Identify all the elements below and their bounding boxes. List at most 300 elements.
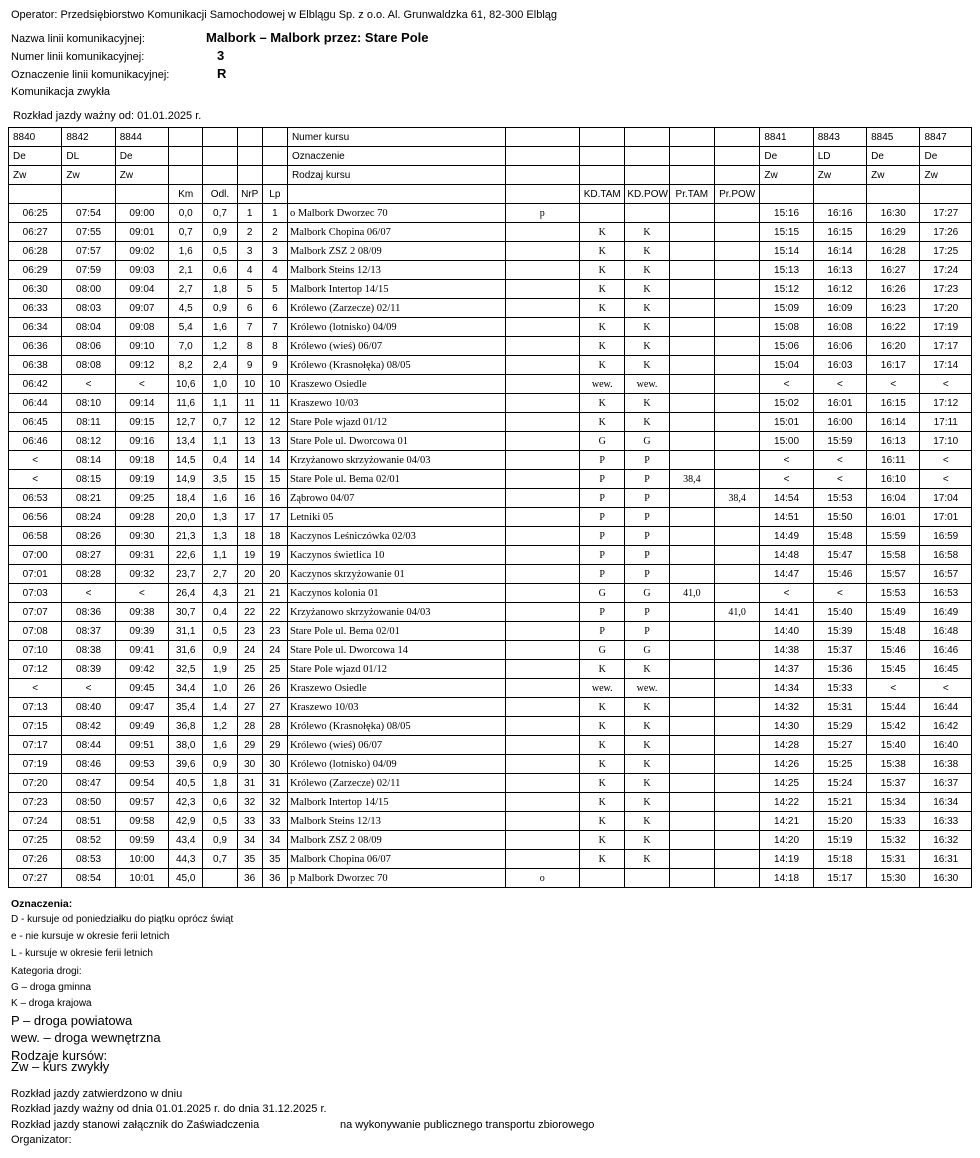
road-category-cell: P <box>580 546 625 565</box>
stop-number-cell: 23 <box>237 622 262 641</box>
course-header-cell: Zw <box>62 166 115 185</box>
course-header-cell: 8842 <box>62 128 115 147</box>
empty-cell <box>580 128 625 147</box>
km-cell: 8,2 <box>169 356 203 375</box>
legend-d: D - kursuje od poniedziałku do piątku oprócz świąt <box>11 914 234 925</box>
time-cell: 15:08 <box>760 318 813 337</box>
route-length-cell <box>669 717 714 736</box>
time-cell: 16:17 <box>867 356 920 375</box>
stop-name-cell: Ząbrowo 04/07 <box>287 489 505 508</box>
km-cell: 2,1 <box>169 261 203 280</box>
route-length-cell <box>669 204 714 223</box>
stop-number-cell: 12 <box>262 413 287 432</box>
distance-cell: 1,8 <box>203 774 237 793</box>
time-cell: 07:57 <box>62 242 115 261</box>
time-cell: 17:01 <box>920 508 972 527</box>
time-cell: 09:07 <box>115 299 168 318</box>
time-cell: 09:30 <box>115 527 168 546</box>
empty-cell <box>920 185 972 204</box>
time-cell: 09:03 <box>115 261 168 280</box>
empty-cell <box>867 185 920 204</box>
time-cell: 15:14 <box>760 242 813 261</box>
line-name: Malbork – Malbork przez: Stare Pole <box>206 30 429 45</box>
time-cell: 07:19 <box>9 755 62 774</box>
stop-row <box>9 850 972 869</box>
km-cell: 44,3 <box>169 850 203 869</box>
time-cell: 14:54 <box>760 489 813 508</box>
time-cell: 14:21 <box>760 812 813 831</box>
route-length-cell <box>715 679 760 698</box>
time-cell: 06:29 <box>9 261 62 280</box>
stop-row <box>9 470 972 489</box>
time-cell: 16:48 <box>920 622 972 641</box>
course-header-cell: De <box>760 147 813 166</box>
km-cell: 38,0 <box>169 736 203 755</box>
route-length-cell <box>669 546 714 565</box>
stop-name-cell: Królewo (wieś) 06/07 <box>287 736 505 755</box>
stop-name-cell: Malbork ZSZ 2 08/09 <box>287 831 505 850</box>
time-cell: 08:08 <box>62 356 115 375</box>
stop-row <box>9 584 972 603</box>
stop-number-cell: 2 <box>237 223 262 242</box>
route-length-cell <box>715 261 760 280</box>
distance-cell: 0,5 <box>203 812 237 831</box>
stop-name-cell: o Malbork Dworzec 70 <box>287 204 505 223</box>
time-cell: 15:40 <box>813 603 866 622</box>
time-cell: 06:38 <box>9 356 62 375</box>
stop-number-cell: 36 <box>237 869 262 888</box>
route-length-cell <box>715 508 760 527</box>
time-cell: 15:33 <box>867 812 920 831</box>
road-category-cell: P <box>625 565 669 584</box>
km-cell: 34,4 <box>169 679 203 698</box>
route-length-cell <box>669 736 714 755</box>
route-length-cell <box>715 755 760 774</box>
time-cell: 15:06 <box>760 337 813 356</box>
time-cell: 15:24 <box>813 774 866 793</box>
organizer: Organizator: <box>11 1134 72 1146</box>
route-length-cell <box>669 869 714 888</box>
time-cell: 16:37 <box>920 774 972 793</box>
time-cell: 16:38 <box>920 755 972 774</box>
time-cell: 09:53 <box>115 755 168 774</box>
distance-cell: 0,7 <box>203 413 237 432</box>
time-cell: 14:40 <box>760 622 813 641</box>
line-mark: R <box>217 66 227 81</box>
route-length-cell <box>715 831 760 850</box>
stop-row <box>9 717 972 736</box>
road-category-cell: P <box>625 527 669 546</box>
route-length-cell <box>669 223 714 242</box>
route-length-cell <box>669 299 714 318</box>
time-cell: 09:14 <box>115 394 168 413</box>
time-cell: 14:20 <box>760 831 813 850</box>
stop-name-cell: Królewo (Krasnołęka) 08/05 <box>287 356 505 375</box>
course-header-cell: LD <box>813 147 866 166</box>
stop-number-cell: 28 <box>237 717 262 736</box>
stop-number-cell: 11 <box>237 394 262 413</box>
time-cell: < <box>920 679 972 698</box>
time-cell: 16:23 <box>867 299 920 318</box>
time-cell: 06:42 <box>9 375 62 394</box>
time-cell: < <box>920 375 972 394</box>
stop-marker-cell <box>505 755 580 774</box>
time-cell: 09:59 <box>115 831 168 850</box>
stop-number-cell: 31 <box>237 774 262 793</box>
km-cell: 13,4 <box>169 432 203 451</box>
time-cell: 08:04 <box>62 318 115 337</box>
communication-type: Komunikacja zwykła <box>11 86 111 98</box>
stop-name-cell: Królewo (Krasnołęka) 08/05 <box>287 717 505 736</box>
time-cell: 10:01 <box>115 869 168 888</box>
stop-marker-cell <box>505 242 580 261</box>
time-cell: 15:31 <box>813 698 866 717</box>
stop-number-cell: 30 <box>262 755 287 774</box>
empty-cell <box>813 185 866 204</box>
time-cell: 17:14 <box>920 356 972 375</box>
stop-number-cell: 23 <box>262 622 287 641</box>
stop-marker-cell <box>505 318 580 337</box>
road-category-cell: K <box>625 394 669 413</box>
line-mark-label: Oznaczenie linii komunikacyjnej: <box>11 69 170 81</box>
stop-name-cell: Królewo (lotnisko) 04/09 <box>287 755 505 774</box>
road-category-cell: wew. <box>580 679 625 698</box>
road-category-cell <box>625 204 669 223</box>
stop-number-cell: 24 <box>262 641 287 660</box>
stop-marker-cell <box>505 584 580 603</box>
stop-row <box>9 261 972 280</box>
distance-cell: 1,9 <box>203 660 237 679</box>
stop-row <box>9 736 972 755</box>
time-cell: 06:28 <box>9 242 62 261</box>
route-length-cell <box>669 793 714 812</box>
course-header-cell: 8847 <box>920 128 972 147</box>
route-length-cell <box>715 432 760 451</box>
time-cell: 16:27 <box>867 261 920 280</box>
distance-cell: 1,2 <box>203 717 237 736</box>
time-cell: 09:39 <box>115 622 168 641</box>
course-header-cell: DL <box>62 147 115 166</box>
empty-cell <box>760 185 813 204</box>
stop-marker-cell <box>505 546 580 565</box>
road-category-cell: K <box>625 774 669 793</box>
route-length-cell <box>715 850 760 869</box>
km-cell: 5,4 <box>169 318 203 337</box>
stop-marker-cell: p <box>505 204 580 223</box>
road-category-title: Kategoria drogi: <box>11 966 82 977</box>
course-header-cell: Zw <box>867 166 920 185</box>
time-cell: 08:26 <box>62 527 115 546</box>
time-cell: 07:59 <box>62 261 115 280</box>
stop-number-cell: 7 <box>262 318 287 337</box>
stop-number-cell: 15 <box>237 470 262 489</box>
stop-marker-cell <box>505 679 580 698</box>
route-length-cell <box>669 451 714 470</box>
time-cell: 06:27 <box>9 223 62 242</box>
empty-cell <box>237 166 262 185</box>
stop-number-cell: 16 <box>237 489 262 508</box>
time-cell: 08:52 <box>62 831 115 850</box>
stop-name-cell: Stare Pole ul. Dworcowa 14 <box>287 641 505 660</box>
road-category-cell: K <box>625 337 669 356</box>
time-cell: 07:25 <box>9 831 62 850</box>
distance-cell: 1,1 <box>203 546 237 565</box>
stop-name-cell: Stare Pole wjazd 01/12 <box>287 413 505 432</box>
time-cell: 15:57 <box>867 565 920 584</box>
empty-cell <box>715 147 760 166</box>
stop-name-cell: Kaczynos skrzyżowanie 01 <box>287 565 505 584</box>
stop-number-cell: 28 <box>262 717 287 736</box>
row-label: Numer kursu <box>287 128 505 147</box>
empty-cell <box>262 128 287 147</box>
stop-number-cell: 27 <box>237 698 262 717</box>
time-cell: 16:14 <box>813 242 866 261</box>
time-cell: 15:04 <box>760 356 813 375</box>
road-category-cell: K <box>625 413 669 432</box>
distance-cell: 0,9 <box>203 755 237 774</box>
stop-name-cell: Malbork Steins 12/13 <box>287 261 505 280</box>
time-cell: 15:40 <box>867 736 920 755</box>
time-cell: 07:55 <box>62 223 115 242</box>
course-header-cell: Zw <box>760 166 813 185</box>
stop-row <box>9 622 972 641</box>
stop-row <box>9 432 972 451</box>
road-category-cell: K <box>580 698 625 717</box>
time-cell: 09:10 <box>115 337 168 356</box>
route-length-cell <box>669 622 714 641</box>
road-category-cell: K <box>625 812 669 831</box>
route-length-cell <box>715 394 760 413</box>
stop-marker-cell <box>505 223 580 242</box>
route-length-cell <box>715 736 760 755</box>
time-cell: 08:40 <box>62 698 115 717</box>
stop-number-cell: 1 <box>262 204 287 223</box>
stop-number-cell: 20 <box>262 565 287 584</box>
distance-cell: 1,2 <box>203 337 237 356</box>
route-length-cell <box>669 394 714 413</box>
route-length-cell <box>669 774 714 793</box>
stop-row <box>9 679 972 698</box>
stop-row <box>9 869 972 888</box>
route-length-cell <box>715 584 760 603</box>
stop-number-cell: 29 <box>262 736 287 755</box>
time-cell: 08:06 <box>62 337 115 356</box>
time-cell: < <box>920 470 972 489</box>
route-length-cell <box>669 280 714 299</box>
distance-cell: 1,6 <box>203 736 237 755</box>
time-cell: 08:51 <box>62 812 115 831</box>
road-category-cell: P <box>580 565 625 584</box>
empty-cell <box>625 128 669 147</box>
time-cell: 17:27 <box>920 204 972 223</box>
stop-number-cell: 16 <box>262 489 287 508</box>
road-category-cell <box>580 869 625 888</box>
route-length-cell <box>669 565 714 584</box>
time-cell: 15:53 <box>867 584 920 603</box>
time-cell: 17:26 <box>920 223 972 242</box>
empty-cell <box>625 147 669 166</box>
empty-cell <box>669 128 714 147</box>
route-length-cell: 38,4 <box>715 489 760 508</box>
stop-number-cell: 3 <box>262 242 287 261</box>
km-cell: 1,6 <box>169 242 203 261</box>
road-category-cell: K <box>625 793 669 812</box>
time-cell: 09:32 <box>115 565 168 584</box>
distance-cell: 0,9 <box>203 831 237 850</box>
empty-cell <box>505 185 580 204</box>
column-header-row <box>9 185 972 204</box>
time-cell: 09:19 <box>115 470 168 489</box>
time-cell: 14:38 <box>760 641 813 660</box>
stop-name-cell: Malbork Intertop 14/15 <box>287 793 505 812</box>
time-cell: 08:21 <box>62 489 115 508</box>
km-cell: 11,6 <box>169 394 203 413</box>
time-cell: < <box>62 584 115 603</box>
empty-cell <box>669 166 714 185</box>
stop-row <box>9 280 972 299</box>
course-header-cell: Zw <box>920 166 972 185</box>
time-cell: 16:57 <box>920 565 972 584</box>
road-wew: wew. – droga wewnętrzna <box>11 1030 161 1045</box>
time-cell: 14:26 <box>760 755 813 774</box>
time-cell: 15:20 <box>813 812 866 831</box>
time-cell: 15:49 <box>867 603 920 622</box>
road-category-cell: P <box>625 603 669 622</box>
attachment-suffix: na wykonywanie publicznego transportu zbiorowego <box>340 1119 595 1131</box>
time-cell: 16:42 <box>920 717 972 736</box>
time-cell: < <box>9 679 62 698</box>
time-cell: < <box>813 451 866 470</box>
time-cell: 15:59 <box>867 527 920 546</box>
road-category-cell: K <box>625 223 669 242</box>
stop-name-cell: p Malbork Dworzec 70 <box>287 869 505 888</box>
road-category-cell: K <box>625 736 669 755</box>
time-cell: 08:27 <box>62 546 115 565</box>
route-length-cell <box>715 793 760 812</box>
time-cell: 16:58 <box>920 546 972 565</box>
time-cell: 06:56 <box>9 508 62 527</box>
road-category-cell: K <box>580 660 625 679</box>
stop-marker-cell <box>505 641 580 660</box>
route-length-cell <box>715 717 760 736</box>
road-category-cell: K <box>580 717 625 736</box>
stop-number-cell: 18 <box>262 527 287 546</box>
route-length-cell <box>669 356 714 375</box>
time-cell: 06:46 <box>9 432 62 451</box>
distance-cell: 0,9 <box>203 641 237 660</box>
time-cell: 08:54 <box>62 869 115 888</box>
timetable <box>8 127 972 888</box>
time-cell: 08:28 <box>62 565 115 584</box>
stop-marker-cell <box>505 565 580 584</box>
time-cell: 17:04 <box>920 489 972 508</box>
time-cell: 17:11 <box>920 413 972 432</box>
col-header-kdpow: KD.POW <box>625 185 669 204</box>
stop-name-cell: Malbork Steins 12/13 <box>287 812 505 831</box>
time-cell: 07:17 <box>9 736 62 755</box>
route-length-cell <box>715 451 760 470</box>
time-cell: 09:12 <box>115 356 168 375</box>
stop-row <box>9 223 972 242</box>
stop-marker-cell <box>505 375 580 394</box>
time-cell: 16:13 <box>813 261 866 280</box>
stop-number-cell: 34 <box>237 831 262 850</box>
road-category-cell: K <box>580 223 625 242</box>
distance-cell: 2,7 <box>203 565 237 584</box>
road-category-cell: K <box>580 755 625 774</box>
header-row <box>9 147 972 166</box>
route-length-cell <box>715 299 760 318</box>
time-cell: 08:12 <box>62 432 115 451</box>
course-header-cell: Zw <box>9 166 62 185</box>
road-category-cell: K <box>580 850 625 869</box>
time-cell: 16:12 <box>813 280 866 299</box>
time-cell: 09:45 <box>115 679 168 698</box>
stop-row <box>9 318 972 337</box>
road-category-cell: P <box>580 622 625 641</box>
stop-number-cell: 1 <box>237 204 262 223</box>
time-cell: 08:24 <box>62 508 115 527</box>
empty-cell <box>715 128 760 147</box>
route-length-cell <box>715 869 760 888</box>
time-cell: 07:00 <box>9 546 62 565</box>
stop-marker-cell <box>505 432 580 451</box>
time-cell: 09:28 <box>115 508 168 527</box>
time-cell: 14:34 <box>760 679 813 698</box>
time-cell: 15:27 <box>813 736 866 755</box>
distance-cell: 1,0 <box>203 375 237 394</box>
col-header-lp: Lp <box>262 185 287 204</box>
time-cell: 16:10 <box>867 470 920 489</box>
course-zw: Zw – kurs zwykły <box>11 1059 110 1074</box>
time-cell: 09:02 <box>115 242 168 261</box>
time-cell: 14:22 <box>760 793 813 812</box>
stop-number-cell: 35 <box>262 850 287 869</box>
time-cell: 15:02 <box>760 394 813 413</box>
empty-cell <box>505 128 580 147</box>
time-cell: 15:01 <box>760 413 813 432</box>
time-cell: 07:27 <box>9 869 62 888</box>
stop-marker-cell <box>505 394 580 413</box>
stop-name-cell: Malbork Chopina 06/07 <box>287 223 505 242</box>
distance-cell: 0,7 <box>203 850 237 869</box>
time-cell: 07:08 <box>9 622 62 641</box>
empty-cell <box>262 166 287 185</box>
time-cell: 16:16 <box>813 204 866 223</box>
time-cell: 16:59 <box>920 527 972 546</box>
route-length-cell <box>669 242 714 261</box>
col-header-odl: Odl. <box>203 185 237 204</box>
stop-row <box>9 375 972 394</box>
road-category-cell: G <box>580 641 625 660</box>
time-cell: < <box>760 375 813 394</box>
time-cell: 06:53 <box>9 489 62 508</box>
time-cell: 16:46 <box>920 641 972 660</box>
road-category-cell: K <box>580 394 625 413</box>
stop-name-cell: Królewo (Zarzecze) 02/11 <box>287 299 505 318</box>
time-cell: < <box>9 470 62 489</box>
route-length-cell <box>715 546 760 565</box>
time-cell: 09:51 <box>115 736 168 755</box>
time-cell: 09:57 <box>115 793 168 812</box>
course-types-title: Rodzaje kursów: <box>11 1048 108 1063</box>
time-cell: 08:37 <box>62 622 115 641</box>
col-header-prpow: Pr.POW <box>715 185 760 204</box>
time-cell: 15:39 <box>813 622 866 641</box>
time-cell: 09:18 <box>115 451 168 470</box>
time-cell: 16:29 <box>867 223 920 242</box>
time-cell: 15:12 <box>760 280 813 299</box>
